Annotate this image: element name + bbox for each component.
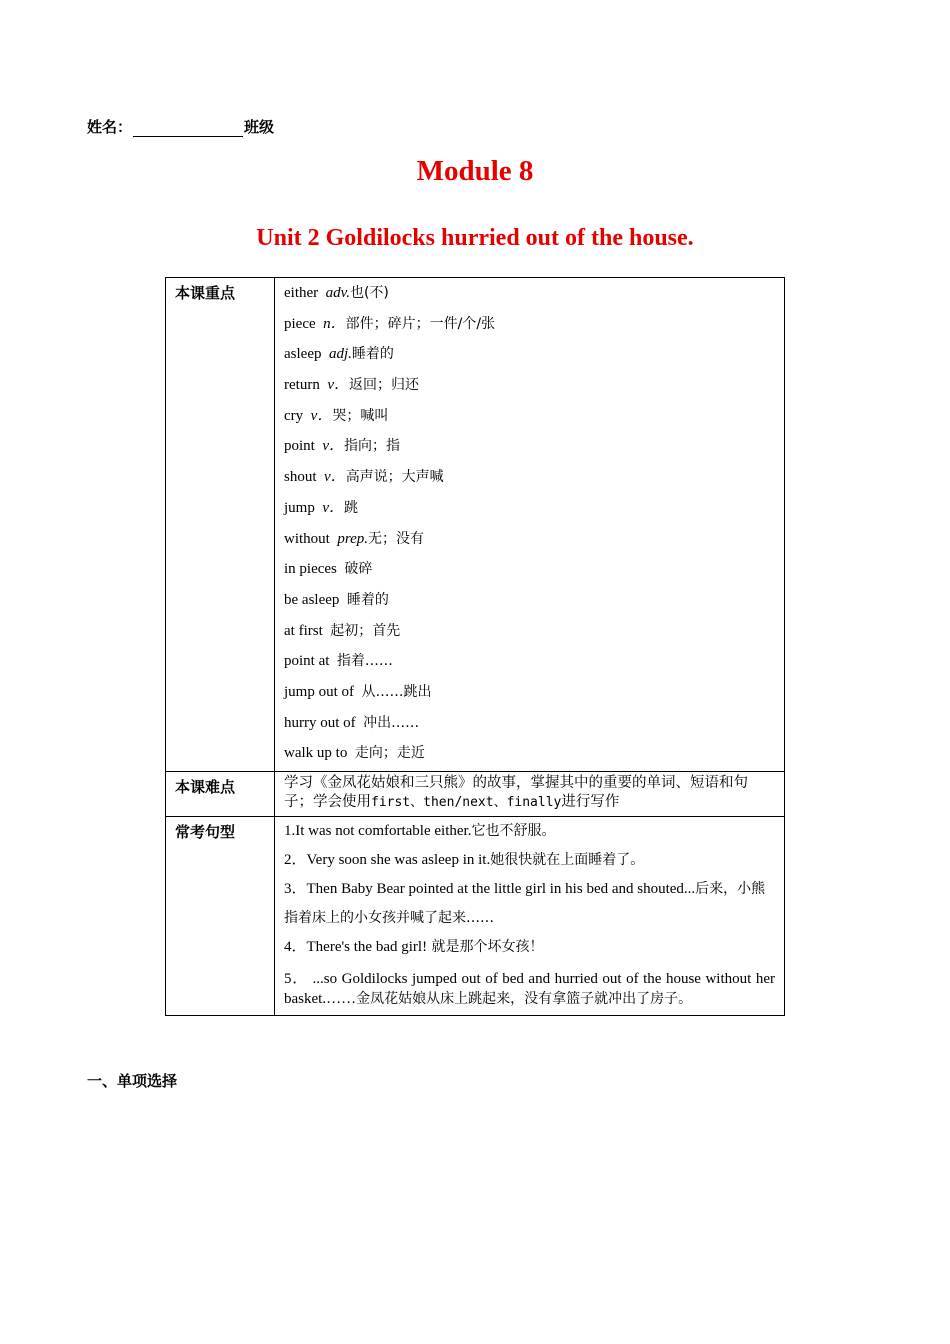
vocab-item: without prep.无；没有 — [284, 530, 425, 547]
sentence-item: 2．Very soon she was asleep in it.她很快就在上面睡着了。 — [284, 852, 645, 868]
unit-title: Unit 2 Goldilocks hurried out of the house. — [256, 225, 694, 251]
sentence-list — [275, 817, 784, 1015]
phrase-item: jump out of 从……跳出 — [284, 683, 432, 700]
vocab-item: cry v．哭；喊叫 — [284, 407, 389, 424]
sentence-item: 5． ...so Goldilocks jumped out of bed and hurried out of the house without her basket.……金凤花姑娘从床上跳起来，没有拿篮子就冲出了房子。 — [284, 971, 775, 1007]
focus-label: 本课重点 — [175, 284, 236, 302]
phrase-item: walk up to 走向；走近 — [284, 745, 425, 762]
focus-row — [166, 278, 785, 772]
vocab-item: piece n．部件；碎片；一件/个/张 — [284, 315, 496, 332]
student-info-line — [87, 116, 274, 137]
section-heading: 一、单项选择 — [87, 1072, 178, 1090]
sentences-label: 常考句型 — [175, 823, 236, 841]
sentence-item: 1.It was not comfortable either.它也不舒服。 — [284, 823, 556, 839]
class-label: 班级 — [244, 118, 275, 136]
difficulty-text: 学习《金凤花姑娘和三只熊》的故事，掌握其中的重要的单词、短语和句子；学会使用first、then/next、finally进行写作 — [284, 775, 748, 810]
vocab-item: return v．返回；归还 — [284, 377, 419, 394]
vocab-item: point v．指向；指 — [284, 438, 401, 455]
name-label: 姓名： — [87, 118, 133, 136]
sentence-item: 3．Then Baby Bear pointed at the little girl in his bed and shouted...后来，小熊指着床上的小女孩并喊了起来…… — [284, 881, 766, 926]
phrase-item: at first 起初；首先 — [284, 622, 401, 639]
sentence-item: 4．There's the bad girl! 就是那个坏女孩！ — [284, 939, 544, 955]
phrase-item: point at 指着…… — [284, 653, 393, 670]
phrase-item: be asleep 睡着的 — [284, 591, 389, 608]
phrase-item: in pieces 破碎 — [284, 561, 373, 578]
vocab-item: asleep adj.睡着的 — [284, 346, 394, 363]
vocab-item: jump v．跳 — [284, 499, 359, 516]
difficulty-row — [166, 772, 785, 817]
name-blank[interactable] — [133, 120, 243, 137]
module-title: Module 8 — [416, 155, 534, 187]
phrase-item: hurry out of 冲出…… — [284, 714, 420, 731]
vocab-item: shout v．高声说；大声喊 — [284, 469, 444, 486]
difficulty-label: 本课难点 — [175, 778, 236, 796]
lesson-table — [165, 277, 785, 1016]
vocab-item: either adv.也(不) — [284, 285, 389, 301]
vocab-list — [275, 278, 784, 771]
sentences-row — [166, 817, 785, 1016]
